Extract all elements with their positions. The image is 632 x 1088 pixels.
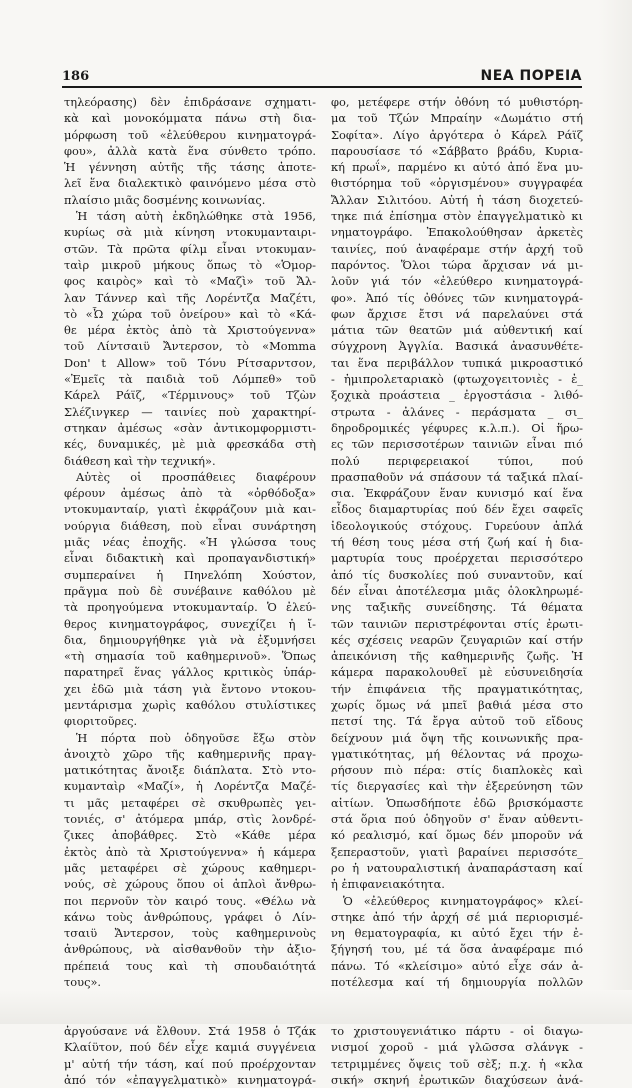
text-line: μεντάρισμα χωρὶς καθόλου στυλίστικες [64, 697, 316, 712]
text-line: στῶν. Τὰ πρῶτα φίλμ εἶναι ντοκυμαν- [64, 241, 316, 256]
text-line: ἀργούσανε νά ἔλθουν. Στά 1958 ὁ Τζάκ [64, 1023, 316, 1038]
text-line: ματικότητας ἄνοιξε διάπλατα. Στὸ ντο- [64, 763, 316, 778]
text-line: τήν ἐπιφάνεια τῆς πραγματικότητας, [331, 681, 583, 696]
text-line: δέν εἶναι ἀποτέλεσμα μιᾶς ὁλοκληρωμέ- [331, 583, 583, 598]
text-line: μαρτυρία τους προέρχεται περισσότερο [331, 551, 583, 566]
text-line: χει ἐδῶ μιὰ τάση γιὰ ἔντονο ντοκου- [64, 681, 316, 696]
text-line: παρατηρεῖ ἕνας γάλλος κριτικὸς ὑπάρ- [64, 665, 316, 680]
text-line: τίς διεργασίες καὶ τὴν ἐξερεύνηση τῶν [331, 779, 583, 794]
text-line: τοῦ Λίντσαιϋ Ἄντερσον, τὸ «Momma [64, 339, 316, 354]
text-line: φέρουν ἀμέσως ἀπὸ τὰ «ὀρθόδοξα» [64, 486, 316, 501]
text-line: τετριμμένες ὄψεις τοῦ σὲξ; π.χ. ἡ «κλα [331, 1056, 583, 1071]
text-line: μᾶς μεταφέρει σὲ χώρους καθημερι- [64, 860, 316, 875]
text-line: το χριστουγενιάτικο πάρτυ - οἱ διαγω- [331, 1023, 583, 1038]
scan-bottom-shadow [0, 990, 632, 1024]
text-line: αἰτίων. Ὁπωσδήποτε ἐδῶ βρισκόμαστε [331, 795, 583, 810]
text-line: ται ἕνα περιβάλλον τυπικά μικροαστικό [331, 355, 583, 370]
text-line: τσαιϋ Ἄντερσον, τοὺς καθημερινοὺς [64, 926, 316, 941]
text-line: Κάρελ Ράϊζ, «Τέρμινους» τοῦ Τζὼν [64, 388, 316, 403]
text-line: Κλαίϋτον, πού δέν εἶχε καμιά συγγένεια [64, 1040, 316, 1055]
right-text-column [331, 94, 583, 1088]
text-line: νη θεματογραφία, κι αὐτό ἔχει τήν ἐ- [331, 926, 583, 941]
journal-title: ΝΕΑ ΠΟΡΕΙΑ [480, 68, 582, 84]
text-line: φο». Ἀπό τίς ὀθόνες τῶν κινηματογρά- [331, 290, 583, 305]
text-line: κυρίως σὰ μιὰ κίνηση ντοκυμανταιρι- [64, 225, 316, 240]
text-line: σια. Ἐκφράζουν ἕναν κυνισμό καί ἕνα [331, 486, 583, 501]
text-line: σική» σκηνή ἐρωτικῶν διαχύσεων ἀνά- [331, 1072, 583, 1087]
text-line: στρωτα - ἀλάνες - περάσματα _ σι_ [331, 404, 583, 419]
text-line: ξήγησή του, μέ τά ὅσα ἀναφέραμε πιό [331, 942, 583, 957]
text-line: χωρίς ὅμως νά μπεῖ βαθιά μέσα στο [331, 697, 583, 712]
text-line: στά ὅρια πού ὁδηγοῦν σ' ἕναν αὐθεντι- [331, 812, 583, 827]
text-line: Ὁ «ἐλεύθερος κινηματογράφος» κλεί- [343, 893, 583, 908]
scan-edge-shadow [598, 0, 632, 1024]
text-line: μ' αὐτή τήν τάση, καί πού προέρχονταν [64, 1056, 316, 1071]
text-line: τι μᾶς μεταφέρει σὲ σκυθρωπὲς γει- [64, 795, 316, 810]
text-line: διάθεση καὶ τὴν τεχνική». [64, 453, 216, 468]
text-line: ἀπό τίς δυσκολίες πού συναντοῦν, καί [331, 567, 583, 582]
text-line: μάτια τῶν θεατῶν μιά αὐθεντική καί [331, 323, 583, 338]
page-number: 186 [62, 69, 90, 84]
header-rule [62, 86, 582, 88]
text-line: Ἡ τάση αὐτὴ ἐκδηλώθηκε στὰ 1956, [76, 209, 316, 224]
text-line: θερος κινηματογράφος, συνεχίζει ἡ ἴ- [64, 616, 316, 631]
text-line: φων ἄρχισε ἔτσι νά παρελαύνει στά [331, 306, 583, 321]
text-line: νούργια διάθεση, ποὺ εἶναι συνάρτηση [64, 518, 316, 533]
text-line: πάνω. Τό «κλείσιμο» αὐτό εἶχε σάν ἀ- [331, 958, 583, 973]
text-line: νης ταξικῆς συνείδησης. Τά θέματα [331, 600, 583, 615]
text-line: πρέπειά τους καὶ τὴ σπουδαιότητά [64, 958, 316, 973]
text-line: πρᾶγμα ποὺ δὲ συνέβαινε καθόλου μὲ [64, 583, 316, 598]
text-line: κάμερα παρακολουθεῖ μὲ εὐσυνειδησία [331, 665, 583, 680]
text-line: ἡ ἐπιφανειακότητα. [331, 877, 445, 892]
text-line: ζικες ἀποβάθρες. Στὸ «Κάθε μέρα [64, 828, 316, 843]
text-line: τηλεόρασης) δὲν ἐπιδράσανε σχηματι- [64, 95, 316, 109]
text-line: τὰ προηγούμενα ντοκυμανταίρ. Ὁ ἐλεύ- [64, 600, 316, 615]
text-line: κές σχέσεις νεαρῶν ζευγαριῶν καί στήν [331, 632, 583, 647]
text-line: ποι περνοῦν τὸν καιρό τους. «Θέλω νὰ [64, 893, 316, 908]
text-line: τή θέση τους μέσα στή ζωή καί ἡ δια- [331, 535, 583, 550]
left-text-column [64, 94, 316, 1088]
text-line: ἀνθρώπους, νὰ αἰσθανθοῦν τὴν ἀξιο- [64, 942, 316, 957]
text-line: μόρφωση τοῦ «ἐλεύθερου κινηματογρά- [64, 127, 316, 142]
text-line: πολύ περιφερειακοί τύποι, πού [331, 453, 583, 468]
text-line: τους». [64, 975, 102, 990]
text-line: νούς, σὲ χώρους ὅπου οἱ ἁπλοὶ ἄνθρω- [64, 877, 316, 892]
text-line: συμπεραίνει ἡ Πηνελόπη Χούστον, [64, 567, 316, 582]
text-line: Don' t Allow» τοῦ Τόνυ Ρίτσαρντσον, [64, 355, 316, 370]
text-line: κὰ καὶ μονοκόμματα πάνω στὴ δια- [64, 111, 316, 126]
text-line: σύγχρονη Ἀγγλία. Βασικά ἀνασυνθέτε- [331, 339, 583, 354]
text-line: ρήσουν πιὸ πέρα: στίς διαπλοκὲς καὶ [331, 763, 583, 778]
text-line: πετσί της. Τά ἔργα αὐτοῦ τοῦ εἴδους [331, 714, 583, 729]
text-line: ντοκυμανταίρ, γιατὶ ἐκφράζουν μιὰ και- [64, 502, 316, 517]
text-line: κάνω τοὺς ἀνθρώπους, γράφει ὁ Λίν- [64, 909, 316, 924]
text-line: πρασπαθοῦν νά σπάσουν τά ταξικά πλαί- [331, 469, 583, 484]
text-line: ἀπό τόν «ἐπαγγελματικὸ» κινηματογρά- [64, 1072, 316, 1087]
text-line: κό ρεαλισμό, καί ὅμως δέν μποροῦν νά [331, 828, 583, 843]
text-line: «τὴ σημασία τοῦ καθημερινοῦ». Ὅπως [64, 649, 316, 664]
text-line: δηροδρομικές γέφυρες κ.λ.π.). Οἱ ἥρω- [331, 420, 583, 435]
text-line: νισμοί χοροῦ - μιά γλῶσσα σλάνγκ - [331, 1040, 583, 1055]
text-line: λεῖ ἕνα διαλεκτικὸ φαινόμενο μέσα στὸ [64, 176, 316, 191]
text-line: ες τῶν περισσοτέρων ταινιῶν εἶναι πιό [331, 437, 583, 452]
text-line: ἐκτὸς ἀπὸ τὰ Χριστούγεννα» ἡ κάμερα [64, 844, 316, 859]
text-line: ἰδεολογικούς στόχους. Γυρεύουν ἁπλά [331, 518, 583, 533]
text-line: νηματογράφο. Ἐπακολούθησαν ἀρκετὲς [331, 225, 583, 240]
text-line: Ἡ γέννηση αὐτῆς τῆς τάσης ἀποτε- [64, 160, 316, 175]
text-line: θιστόρημα τοῦ «ὀργισμένου» συγγραφέα [331, 176, 583, 191]
text-line: Σλέζινγκερ — ταινίες ποὺ χαρακτηρί- [64, 404, 316, 419]
text-line: ταινίες, πού ἀναφέραμε στήν ἀρχή τοῦ [331, 241, 583, 256]
text-line: πλαίσιο μιᾶς δοσμένης κοινωνίας. [64, 192, 266, 207]
text-line: ποτέλεσμα καί τή δημιουργία πολλῶν [331, 975, 583, 990]
text-line: κή πρωΐ», παρμένο κι αὐτό ἀπό ἕνα μυ- [331, 160, 583, 175]
text-line: ταὶρ μικροῦ μήκους ὅπως τὸ «Ὁμορ- [64, 257, 316, 272]
text-line: λοῦν γιά τόν «ἐλεύθερο κινηματογρά- [331, 274, 583, 289]
text-line: ξοχικὰ προάστεια _ ἐργοστάσια - λιθό- [331, 388, 583, 403]
text-line: κές, δυναμικές, μὲ μιὰ φρεσκάδα στὴ [64, 437, 316, 452]
text-line: τὸ «Ὦ χώρα τοῦ ὀνείρου» καὶ τὸ «Κά- [64, 306, 316, 321]
text-line: δια, δημιουργήθηκε γιὰ νὰ ἐξυμνήσει [64, 632, 316, 647]
text-line: ρο ἡ νατουραλιστική ἀναπαράσταση καί [331, 860, 583, 875]
text-line: στηκε ἀπό τήν ἀρχή σέ μιά περιορισμέ- [331, 909, 583, 924]
text-line: μα τοῦ Τζών Μπραίην «Δωμάτιο στή [331, 111, 583, 126]
text-line: θε μέρα ἐκτὸς ἀπὸ τὰ Χριστούγεννα» [64, 323, 316, 338]
text-line: φου», ἀλλὰ κατὰ ἕνα σύνθετο τρόπο. [64, 143, 316, 158]
text-line: «Ἐμεῖς τὰ παιδιὰ τοῦ Λόμπεθ» τοῦ [64, 372, 316, 387]
text-line: Αὐτὲς οἱ προσπάθειες διαφέρουν [76, 469, 316, 484]
text-line: ἀνοιχτὸ χῶρο τῆς καθημερινῆς πραγ- [64, 746, 316, 761]
text-line: Ἄλλαν Σιλιτόου. Αὐτή ἡ τάση διοχετεύ- [331, 192, 583, 207]
text-line: τηκε πιά ἐπίσημα στὸν ἐπαγγελματικὸ κι [331, 209, 583, 224]
text-line: εἶδος διαμαρτυρίας πού δέν ἔχει σαφεῖς [331, 502, 583, 517]
text-line: φος καιρὸς» καὶ τὸ «Μαζὶ» τοῦ Ἄλ- [64, 274, 316, 289]
text-line: φο, μετέφερε στήν ὀθόνη τό μυθιστόρη- [331, 95, 583, 109]
text-line: μιᾶς νέας ἐποχῆς. «Ἡ γλώσσα τους [64, 535, 316, 550]
text-line: δείχνουν μιά ὄψη τῆς κοινωνικῆς πρα- [331, 730, 583, 745]
text-line: εἶναι διδακτικὴ καὶ προπαγανδιστική» [64, 551, 316, 566]
text-line: τονιές, σ' ἀτόμερα μπάρ, στὶς λονδρέ- [64, 812, 316, 827]
text-line: ξεπεραστοῦν, γιατὶ βαραίνει περισσότε_ [331, 844, 583, 859]
text-line: τῶν ταινιῶν περιστρέφονται στίς ἐρωτι- [331, 616, 583, 631]
text-line: - ἡμιπρολεταριακὸ (φτωχογειτονιὲς - ἐ_ [331, 372, 583, 387]
text-line: στηκαν ἀμέσως «σὰν ἀντικομφορμιστι- [64, 420, 316, 435]
text-line: Ἡ πόρτα ποὺ ὁδηγοῦσε ἔξω στὸν [76, 730, 316, 745]
text-line: ἀπεικόνιση τῆς καθημερινῆς ζωῆς. Ἡ [331, 649, 583, 664]
text-line: παρουσίασε τό «Σάββατο βράδυ, Κυρια- [331, 143, 583, 158]
text-line: γματικότητας, μή θέλοντας νά προχω- [331, 746, 583, 761]
text-line: φιοριτοῦρες. [64, 714, 138, 729]
text-line: κυμανταὶρ «Μαζί», ἡ Λορέντζα Μαζέ- [64, 779, 316, 794]
running-header [62, 62, 582, 84]
text-line: λαν Τάννερ καὶ τῆς Λορέντζα Μαζέτι, [64, 290, 316, 305]
text-line: παρόντος. Ὅλοι τώρα ἄρχισαν νά μι- [331, 257, 583, 272]
text-line: Σοφίτα». Λίγο ἀργότερα ὁ Κάρελ Ράϊζ [331, 127, 583, 142]
